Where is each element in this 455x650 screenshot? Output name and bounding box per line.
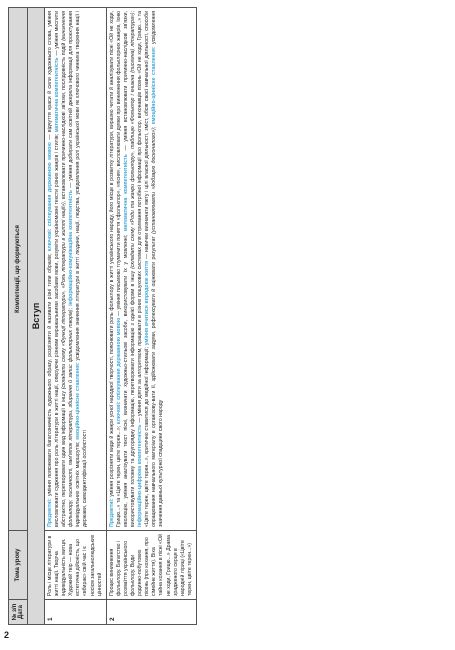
competency-text: ; <box>68 305 75 310</box>
competency-text: — уміння встановлювати причинно-наслідкові зв'язки, використовувати головну та другорядну інформацію, перетворювати інформацію з однієї форми в іншу <box>122 10 137 527</box>
competency-text: , встановлювати причинно-наслідкові зв'язки, послідовність подій <box>61 40 68 203</box>
rotated-content <box>8 7 441 625</box>
competency-text: — уміння письмово тлумачити поняття «фольклор», «пісня», висловлювати думки про виникнення фольклорних жанрів, їхню еволюцію, уміння аналізувати текст пісні, визначати художньо-стильові засоби, використовувати їх у мовленні; <box>115 10 129 527</box>
competency-text: ; <box>130 11 137 13</box>
competency-label: математична компетентність <box>122 154 129 232</box>
competency-label: Предметні: <box>108 498 115 527</box>
competency-text: уміння пояснювати багатозначність художнього образу, розрізняти й називати різні типи образів; <box>47 251 53 499</box>
table-row <box>106 8 196 625</box>
page-number: 2 <box>4 630 10 640</box>
competency-text: (установлювати «Кобзарю досконалого») <box>151 128 158 234</box>
competency-text: — уміння діяти за алгоритмом, працювати в різних пошукових системах для отримання потрібної інформації про фольклор, виконавців пісень «Ой не ходи, Грицю...» та «Цвіте терен, цвіте терен...», критично ставитися до медійної інформації; <box>137 11 151 527</box>
header-competencies: Компетенції, що формуються <box>9 8 28 531</box>
competencies-text <box>45 8 107 531</box>
competency-label: ключові: спілкування державною мовою <box>47 142 53 252</box>
competency-text: — уміння добирати сам освітній джерела інформації для проєктування індивідуальних освітніх маршрутів; <box>68 11 82 527</box>
competency-label: Предметні: <box>47 498 53 527</box>
competency-label: уміння вчитися впродовж життя <box>144 260 151 346</box>
competencies-text <box>106 8 196 531</box>
table-row <box>45 8 107 625</box>
rotated-page <box>8 7 441 625</box>
competency-text: (складати схему «Роди та жанри фольклору», таблицю «Фольклор і книжна (писемна) література») <box>130 12 137 269</box>
competency-label: математична компетентність <box>54 57 61 133</box>
table-header-row <box>9 8 28 625</box>
competency-text: усвідомлення значення літератури в житті людини, нації, людства, усвідомлення ролі української мови як ключового чинника творення нації і держави, самоідентифікації особистості <box>75 10 89 527</box>
section-row <box>28 8 45 625</box>
competency-label: емоційно-ціннісне ставлення: <box>151 46 158 125</box>
competency-label: ключові: спілкування державною мовою <box>115 317 122 425</box>
competency-text: уміння розрізняти види й жанри усної народної творчості, пояснювати роль фольклору в житті українського народу, його місце в розвитку літератури, виразно читати й аналізувати пісні «Ой не ходи, Грицю...» та «Цвіте терен, цвіте терен...»; <box>108 11 122 527</box>
competency-label: інформаційно-цифрова компетентність <box>137 424 144 527</box>
lesson-topic: Процес виникнення фольклору. Багатство і розмаїття українського фольклору. Види родинно-побутових пісень (про кохання, про сімейне життя). Віка тайна кохання в пісні «Ой не ходи, Грицю...» Драма зрадженого серця в народній ліриці («Цвіте терен, цвіте терен...») <box>106 531 196 600</box>
competency-text: (складати схему «Функції літератури», «Роль літератури в житті нації») <box>61 202 68 390</box>
lesson-topic: Роль і місце літератури в житті нації. Творча індивідуальність митця. Художній твір — нова естетична дійсність, що «вбирає» свій час і є носієм загальнолюдських цінностей <box>45 531 107 600</box>
competency-text: ; <box>151 124 158 129</box>
row-number: 1 <box>45 600 107 625</box>
competency-text: — відчуття краси й сили художнього слова, уміння висловлювати судження про роль літератури в житті нації, оперуючи різними виражальними засобами мови, розуміти україномовні тексти різних жанрів і стилів; <box>47 11 61 527</box>
competency-text: (виникнення фольклору, писемності, пам'яток літератури, збирання й запис фольклорних творів) <box>61 11 75 527</box>
competency-label: емоційно-ціннісне ставлення: <box>75 362 82 440</box>
competency-text: — уміння мислити абстрактно, перетворювати один вид інформації в іншу <box>54 11 68 527</box>
competency-text: усвідомлення значення давньої культурної спадщини свого народу <box>151 10 165 527</box>
header-number-date: № з/п Дата <box>9 600 28 625</box>
section-title: Вступ <box>28 8 45 625</box>
lesson-plan-table <box>8 7 197 625</box>
competency-text: — навички визначати мету і цілі власної діяльності, зміст, обсяг своєї навчальної діяльності, способи опрацювання навчального матеріалу в організову-вати її, здійснювати задуми, рефлексувати й оцінювати результат <box>144 10 158 527</box>
row-number: 2 <box>106 600 196 625</box>
competency-label: інформаційно-комунікаційна компетентність <box>68 190 75 306</box>
header-topic: Тема уроку <box>9 531 28 600</box>
